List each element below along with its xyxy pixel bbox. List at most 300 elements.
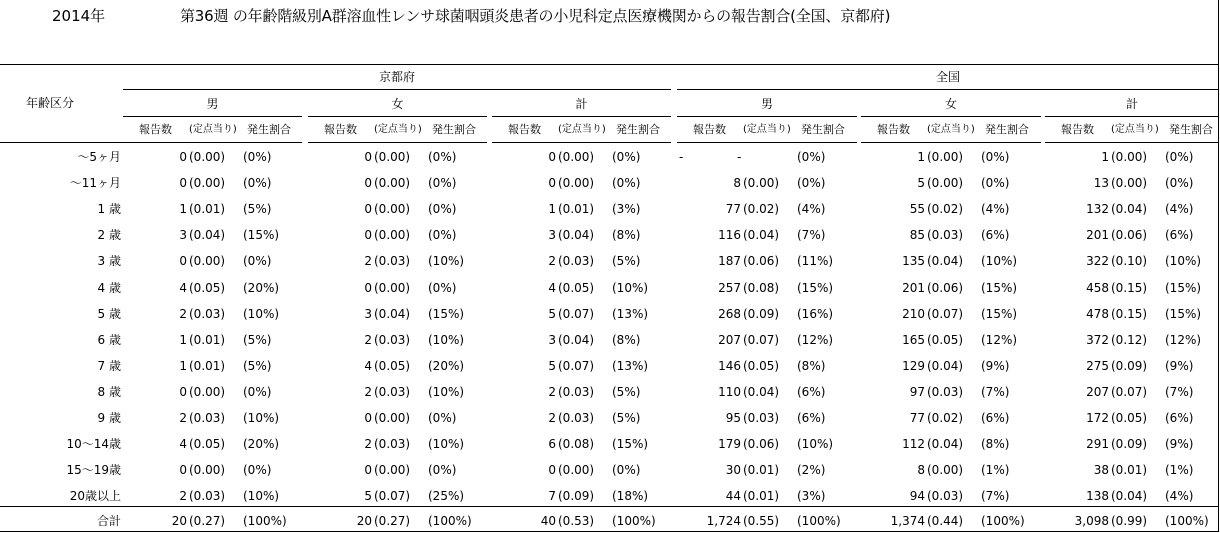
rate-value: (0%) [243, 385, 272, 399]
rate-value: (6%) [981, 411, 1010, 425]
sex-underline [123, 116, 302, 117]
per-site-value: (0.07) [743, 333, 780, 347]
subheader-count: 報告数 [508, 123, 541, 136]
subheader-count: 報告数 [693, 123, 726, 136]
age-label: 8 歳 [97, 385, 121, 399]
per-site-value: (0.12) [1111, 333, 1148, 347]
rate-value: (9%) [1165, 437, 1194, 451]
per-site-value: (0.03) [927, 489, 964, 503]
per-site-value: (0.06) [743, 254, 780, 268]
count-value: 207 [1086, 385, 1109, 399]
rate-value: (0%) [612, 150, 641, 164]
age-label: ～11ヶ月 [69, 176, 121, 190]
subheader-underline [677, 142, 857, 143]
subheader-per-site: (定点当り) [558, 124, 606, 135]
per-site-value: (0.09) [558, 489, 595, 503]
rate-value: (6%) [797, 385, 826, 399]
per-site-value: (0.15) [1111, 281, 1148, 295]
per-site-value: (0.03) [743, 411, 780, 425]
per-site-value: (0.04) [1111, 202, 1148, 216]
count-value: 0 [548, 150, 556, 164]
rate-value: (0%) [981, 150, 1010, 164]
subheader-per-site: (定点当り) [189, 124, 237, 135]
sex-header: 男 [206, 97, 219, 111]
count-value: 4 [364, 359, 372, 373]
rate-value: (0%) [243, 254, 272, 268]
rate-value: (12%) [797, 333, 834, 347]
per-site-value: (0.15) [1111, 307, 1148, 321]
count-value: 5 [364, 489, 372, 503]
subheader-underline [123, 142, 302, 143]
subheader-count: 報告数 [139, 123, 172, 136]
age-label: 6 歳 [97, 333, 121, 347]
rate-value: (0%) [243, 463, 272, 477]
rate-value: (10%) [612, 281, 649, 295]
count-value: 2 [364, 254, 372, 268]
age-label: 15～19歳 [66, 463, 121, 477]
per-site-value: (0.03) [189, 489, 226, 503]
per-site-value: (0.53) [558, 514, 595, 528]
count-value: 0 [364, 463, 372, 477]
age-label: 10～14歳 [66, 437, 121, 451]
per-site-value: (0.09) [1111, 437, 1148, 451]
per-site-value: (0.44) [927, 514, 964, 528]
age-header: 年齢区分 [25, 96, 74, 110]
per-site-value: (0.05) [743, 359, 780, 373]
rate-value: (15%) [797, 281, 834, 295]
count-value: 3,098 [1074, 514, 1109, 528]
rate-value: (25%) [428, 489, 465, 503]
per-site-value: (0.04) [1111, 489, 1148, 503]
count-value: 201 [902, 281, 925, 295]
count-value: 372 [1086, 333, 1109, 347]
rate-value: (16%) [797, 307, 834, 321]
per-site-value: (0.01) [558, 202, 595, 216]
per-site-value: (0.55) [743, 514, 780, 528]
rate-value: (1%) [1165, 463, 1194, 477]
count-value: 0 [364, 411, 372, 425]
per-site-value: (0.10) [1111, 254, 1148, 268]
per-site-value: (0.01) [743, 489, 780, 503]
subheader-per-site: (定点当り) [927, 124, 975, 135]
per-site-value: (0.00) [189, 254, 226, 268]
count-value: 132 [1086, 202, 1109, 216]
count-value: 165 [902, 333, 925, 347]
sex-underline [677, 116, 857, 117]
count-value: 40 [540, 514, 556, 528]
count-value: 210 [902, 307, 925, 321]
subheader-per-site: (定点当り) [374, 124, 422, 135]
region-header: 京都府 [378, 70, 415, 84]
per-site-value: (0.00) [1111, 150, 1148, 164]
subheader-rate: 発生割合 [616, 123, 660, 136]
count-value: 1 [179, 359, 187, 373]
rate-value: (20%) [243, 281, 280, 295]
rate-value: (100%) [797, 514, 841, 528]
per-site-value: (0.00) [374, 463, 411, 477]
per-site-value: (0.07) [374, 489, 411, 503]
count-value: 291 [1086, 437, 1109, 451]
per-site-value: (0.00) [189, 150, 226, 164]
rate-value: (20%) [428, 359, 465, 373]
count-value: 458 [1086, 281, 1109, 295]
count-value: 0 [179, 176, 187, 190]
per-site-value: (0.03) [374, 437, 411, 451]
rate-value: (8%) [612, 228, 641, 242]
per-site-value: (0.06) [743, 437, 780, 451]
per-site-value: (0.03) [374, 385, 411, 399]
count-value: 2 [364, 385, 372, 399]
count-value: 3 [364, 307, 372, 321]
count-value: 201 [1086, 228, 1109, 242]
per-site-value: (0.00) [374, 202, 411, 216]
per-site-value: (0.99) [1111, 514, 1148, 528]
age-label: 5 歳 [97, 307, 121, 321]
per-site-value: (0.05) [189, 437, 226, 451]
per-site-value: (0.00) [374, 176, 411, 190]
count-value: 268 [718, 307, 741, 321]
count-value: 2 [548, 385, 556, 399]
per-site-value: (0.02) [743, 202, 780, 216]
count-value: 6 [548, 437, 556, 451]
count-value: 257 [718, 281, 741, 295]
count-value: 85 [909, 228, 925, 242]
count-value: 179 [718, 437, 741, 451]
per-site-value: (0.01) [1111, 463, 1148, 477]
count-value: 77 [909, 411, 925, 425]
rate-value: (4%) [1165, 202, 1194, 216]
total-top-rule [0, 506, 1219, 507]
subheader-rate: 発生割合 [1169, 123, 1213, 136]
count-value: 1 [179, 333, 187, 347]
per-site-value: (0.05) [189, 281, 226, 295]
per-site-value: (0.01) [189, 333, 226, 347]
per-site-value: (0.03) [189, 307, 226, 321]
subheader-per-site: (定点当り) [743, 124, 791, 135]
age-label: 7 歳 [97, 359, 121, 373]
age-label: 2 歳 [97, 228, 121, 242]
per-site-value: (0.27) [189, 514, 226, 528]
per-site-value: (0.06) [927, 281, 964, 295]
count-value: 129 [902, 359, 925, 373]
count-value: 44 [725, 489, 741, 503]
age-label: 4 歳 [97, 281, 121, 295]
per-site-value: (0.07) [1111, 385, 1148, 399]
count-value: 322 [1086, 254, 1109, 268]
per-site-value: (0.02) [927, 202, 964, 216]
rate-value: (6%) [1165, 411, 1194, 425]
per-site-value: (0.00) [558, 150, 595, 164]
count-value: 0 [179, 150, 187, 164]
rate-value: (15%) [612, 437, 649, 451]
count-value: 0 [548, 463, 556, 477]
rate-value: (0%) [797, 150, 826, 164]
header-bottom-rule [0, 142, 123, 143]
per-site-value: (0.27) [374, 514, 411, 528]
report-title: 第36週 の年齢階級別A群溶血性レンサ球菌咽頭炎患者の小児科定点医療機関からの報告割合(全国、京都府) [180, 7, 891, 25]
table-top-rule [0, 64, 1219, 65]
per-site-value: (0.00) [743, 176, 780, 190]
rate-value: (100%) [612, 514, 656, 528]
count-value: 0 [364, 176, 372, 190]
rate-value: (12%) [1165, 333, 1202, 347]
count-value: 94 [909, 489, 925, 503]
per-site-value: (0.00) [927, 463, 964, 477]
count-value: 135 [902, 254, 925, 268]
count-value: 0 [179, 463, 187, 477]
per-site-value: (0.08) [558, 437, 595, 451]
sex-underline [861, 116, 1041, 117]
per-site-value: (0.06) [1111, 228, 1148, 242]
count-value: 8 [917, 463, 925, 477]
per-site-value: (0.03) [558, 411, 595, 425]
count-value: 2 [548, 254, 556, 268]
rate-value: (15%) [981, 281, 1018, 295]
rate-value: (15%) [981, 307, 1018, 321]
rate-value: (10%) [243, 411, 280, 425]
rate-value: (18%) [612, 489, 649, 503]
count-value: 5 [548, 307, 556, 321]
per-site-value: (0.04) [927, 359, 964, 373]
rate-value: (7%) [1165, 385, 1194, 399]
rate-value: (9%) [1165, 359, 1194, 373]
count-value: 2 [179, 411, 187, 425]
count-value: 110 [718, 385, 741, 399]
count-value: 2 [548, 411, 556, 425]
count-value: 7 [548, 489, 556, 503]
rate-value: (10%) [1165, 254, 1202, 268]
rate-value: (10%) [428, 437, 465, 451]
count-value: 0 [364, 150, 372, 164]
count-value: 1 [548, 202, 556, 216]
rate-value: (8%) [797, 359, 826, 373]
count-value: 0 [364, 228, 372, 242]
count-value: 478 [1086, 307, 1109, 321]
rate-value: (13%) [612, 359, 649, 373]
subheader-underline [861, 142, 1041, 143]
sex-header: 計 [1125, 97, 1138, 111]
rate-value: (0%) [428, 150, 457, 164]
age-label: 3 歳 [97, 254, 121, 268]
count-value: 112 [902, 437, 925, 451]
rate-value: (0%) [428, 176, 457, 190]
per-site-value: (0.03) [927, 385, 964, 399]
per-site-value: (0.01) [743, 463, 780, 477]
count-value: 5 [548, 359, 556, 373]
rate-value: (0%) [797, 176, 826, 190]
per-site-value: (0.00) [927, 150, 964, 164]
age-label: 1 歳 [97, 202, 121, 216]
count-value: 0 [179, 385, 187, 399]
count-value: 0 [548, 176, 556, 190]
rate-value: (15%) [428, 307, 465, 321]
per-site-value: (0.05) [1111, 411, 1148, 425]
rate-value: (0%) [428, 202, 457, 216]
count-value: 172 [1086, 411, 1109, 425]
rate-value: (0%) [428, 411, 457, 425]
report-year: 2014年 [52, 7, 106, 25]
rate-value: (0%) [981, 176, 1010, 190]
rate-value: (10%) [428, 254, 465, 268]
subheader-underline [308, 142, 487, 143]
count-value: 2 [179, 489, 187, 503]
rate-value: (10%) [428, 333, 465, 347]
region-header: 全国 [935, 70, 960, 84]
rate-value: (0%) [243, 150, 272, 164]
rate-value: (0%) [1165, 176, 1194, 190]
count-value: 38 [1093, 463, 1109, 477]
per-site-value: (0.04) [189, 228, 226, 242]
per-site-value: (0.03) [374, 254, 411, 268]
rate-value: (0%) [1165, 150, 1194, 164]
per-site-value: (0.02) [927, 411, 964, 425]
rate-value: (3%) [612, 202, 641, 216]
rate-value: (1%) [981, 463, 1010, 477]
region-underline [677, 89, 1219, 90]
rate-value: (5%) [243, 202, 272, 216]
per-site-value: (0.03) [927, 228, 964, 242]
rate-value: (15%) [1165, 307, 1202, 321]
rate-value: (7%) [797, 228, 826, 242]
per-site-value: (0.00) [189, 176, 226, 190]
sex-underline [1045, 116, 1219, 117]
rate-value: (12%) [981, 333, 1018, 347]
rate-value: (4%) [981, 202, 1010, 216]
per-site-value: (0.00) [374, 228, 411, 242]
per-site-value: (0.04) [927, 254, 964, 268]
per-site-value: (0.01) [189, 202, 226, 216]
per-site-value: (0.01) [189, 359, 226, 373]
rate-value: (5%) [612, 385, 641, 399]
per-site-value: (0.04) [743, 228, 780, 242]
count-value: 187 [718, 254, 741, 268]
rate-value: (6%) [981, 228, 1010, 242]
per-site-value: (0.03) [374, 333, 411, 347]
per-site-value: (0.04) [558, 228, 595, 242]
rate-value: (5%) [612, 411, 641, 425]
rate-value: (100%) [428, 514, 472, 528]
age-label: 20歳以上 [69, 489, 121, 503]
subheader-rate: 発生割合 [432, 123, 476, 136]
rate-value: (0%) [428, 463, 457, 477]
count-value: 5 [917, 176, 925, 190]
rate-value: (13%) [612, 307, 649, 321]
subheader-rate: 発生割合 [247, 123, 291, 136]
rate-value: (7%) [981, 489, 1010, 503]
per-site-value: (0.07) [558, 307, 595, 321]
per-site-value: (0.04) [374, 307, 411, 321]
rate-value: (4%) [797, 202, 826, 216]
rate-value: (0%) [428, 228, 457, 242]
per-site-value: (0.00) [374, 281, 411, 295]
per-site-value: (0.03) [189, 411, 226, 425]
count-value: 4 [179, 437, 187, 451]
rate-value: (7%) [981, 385, 1010, 399]
rate-value: (8%) [612, 333, 641, 347]
count-value: 3 [548, 333, 556, 347]
count-value: 0 [364, 281, 372, 295]
per-site-value: (0.04) [558, 333, 595, 347]
count-value: 30 [725, 463, 741, 477]
sex-header: 計 [575, 97, 588, 111]
subheader-underline [1045, 142, 1219, 143]
count-value: 207 [718, 333, 741, 347]
per-site-value: (0.00) [374, 411, 411, 425]
per-site-value: (0.03) [558, 385, 595, 399]
subheader-underline [492, 142, 671, 143]
per-site-value: (0.04) [743, 385, 780, 399]
per-site-value: (0.08) [743, 281, 780, 295]
subheader-rate: 発生割合 [985, 123, 1029, 136]
count-value: 275 [1086, 359, 1109, 373]
rate-value: (2%) [797, 463, 826, 477]
per-site-value: (0.09) [743, 307, 780, 321]
per-site-value: (0.03) [558, 254, 595, 268]
sex-underline [308, 116, 487, 117]
per-site-value: (0.07) [927, 307, 964, 321]
count-value: 2 [364, 333, 372, 347]
per-site-value: (0.07) [558, 359, 595, 373]
count-value: 1 [917, 150, 925, 164]
count-value: 0 [364, 202, 372, 216]
rate-value: (5%) [612, 254, 641, 268]
rate-value: (20%) [243, 437, 280, 451]
rate-value: (8%) [981, 437, 1010, 451]
rate-value: (6%) [1165, 228, 1194, 242]
count-value: 0 [179, 254, 187, 268]
per-site-value: (0.09) [1111, 359, 1148, 373]
count-value: 77 [725, 202, 741, 216]
rate-value: (0%) [428, 281, 457, 295]
per-site-value: (0.00) [189, 385, 226, 399]
rate-value: (11%) [797, 254, 834, 268]
subheader-count: 報告数 [1061, 123, 1094, 136]
per-site-value: (0.05) [927, 333, 964, 347]
rate-value: (10%) [243, 307, 280, 321]
rate-value: (0%) [612, 463, 641, 477]
count-value: 1 [1101, 150, 1109, 164]
per-site-value: (0.05) [558, 281, 595, 295]
per-site-value: (0.00) [927, 176, 964, 190]
count-value: 3 [179, 228, 187, 242]
count-value: 1,724 [706, 514, 741, 528]
per-site-value: - [737, 150, 742, 164]
rate-value: (10%) [243, 489, 280, 503]
per-site-value: (0.00) [1111, 176, 1148, 190]
count-value: 20 [356, 514, 372, 528]
count-value: 8 [733, 176, 741, 190]
count-value: 2 [179, 307, 187, 321]
count-value: 4 [548, 281, 556, 295]
per-site-value: (0.00) [558, 463, 595, 477]
subheader-count: 報告数 [324, 123, 357, 136]
subheader-count: 報告数 [877, 123, 910, 136]
count-value: 95 [725, 411, 741, 425]
count-value: 3 [548, 228, 556, 242]
per-site-value: (0.05) [374, 359, 411, 373]
rate-value: (10%) [797, 437, 834, 451]
rate-value: (10%) [428, 385, 465, 399]
subheader-per-site: (定点当り) [1111, 124, 1159, 135]
rate-value: (5%) [243, 333, 272, 347]
rate-value: (9%) [981, 359, 1010, 373]
count-value: 146 [718, 359, 741, 373]
rate-value: (15%) [1165, 281, 1202, 295]
count-value: 1,374 [890, 514, 925, 528]
per-site-value: (0.00) [189, 463, 226, 477]
count-value: 55 [909, 202, 925, 216]
count-value: 116 [718, 228, 741, 242]
